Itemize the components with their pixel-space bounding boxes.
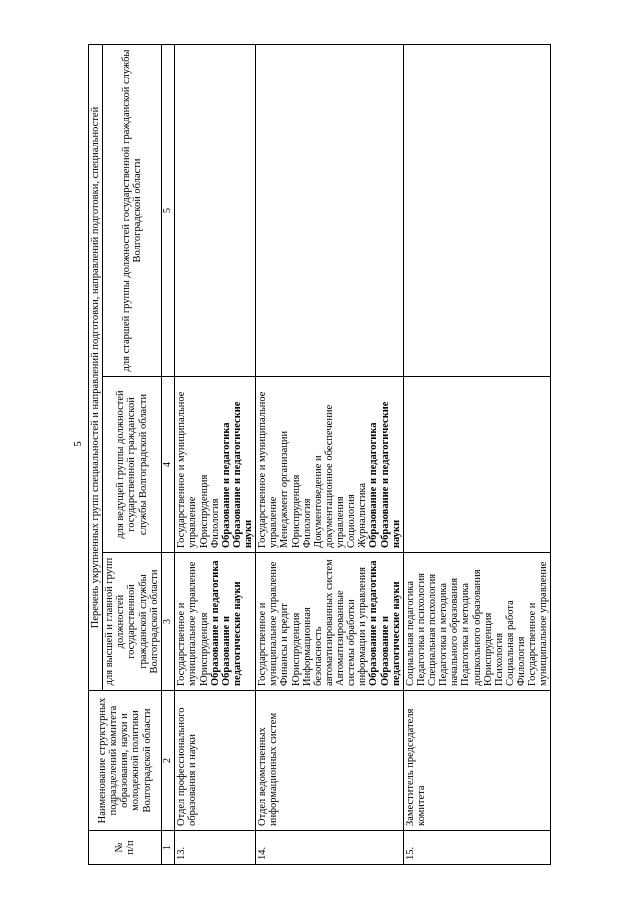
column-index: 2 [161,691,175,831]
specialty-item: Социальная педагогика [404,581,416,686]
page-number: 5 [72,441,84,447]
specialties-senior [403,44,551,376]
specialty-item: Государственное и муниципальное управление [176,391,199,548]
specialty-item: Документоведение и документационное обеспечение управления [312,404,347,548]
table-row [256,44,404,864]
specialty-item: Юриспруденция [198,474,210,548]
column-index: 4 [161,377,175,553]
specialty-item: Педагогика и психология [415,573,427,686]
specialty-item: Социология [346,494,358,548]
column-index: 3 [161,553,175,691]
header-specialties: Перечень укрупненных групп специальностей и направлений подготовки, направлений подготовки, специальностей [89,44,103,690]
specialty-item: Государственное и муниципальное управление [257,391,280,548]
specialty-item: Юриспруденция [198,612,210,686]
specialties-leading [403,377,551,553]
specialties-leading [175,377,256,553]
specialty-item: Менеджмент организации [279,430,291,548]
specialties-higher-main [256,553,404,691]
row-number: 15. [403,831,551,865]
specialty-item: Образование и педагогика [220,422,232,548]
specialty-item: Журналистика [357,482,369,548]
specialty-item: Финансы и кредит [279,603,291,686]
specialty-item: Образование и педагогика [368,560,380,686]
specialty-item: Юриспруденция [290,612,302,686]
row-number: 14. [256,831,404,865]
specialty-item: Государственное и муниципальное управление [176,561,199,686]
specialty-item: Образование и педагогические науки [231,401,255,548]
specialty-item: Образование и педагогические науки [379,401,402,548]
specialties-higher-main [403,553,551,691]
header-num: № п/п [89,831,162,865]
specialties-senior [256,44,404,376]
specialty-item: Юриспруденция [290,474,302,548]
specialties-higher-main [175,553,256,691]
rotated-table-container [88,45,608,865]
specialty-item: Юриспруденция [482,612,494,686]
table-body [175,44,551,864]
specialties-senior [175,44,256,376]
specialty-item: Филология [301,498,313,548]
table-row [403,44,551,864]
qualification-table [88,44,551,865]
header-higher-main-group: для высшей и главной групп должностей государственной гражданской службы Волгоградской области [103,553,162,691]
header-leading-group: для ведущей группы должностей государственной гражданской службы Волгоградской области [103,377,162,553]
specialty-item: Социальная работа [504,600,516,686]
column-index: 5 [161,44,175,376]
specialty-item: Государственное и муниципальное управление [527,561,550,686]
table-row [175,44,256,864]
header-senior-group: для старшей группы должностей государственной гражданской службы Волгоградской области [103,44,162,376]
unit-name: Заместитель председателя комитета [403,691,551,831]
header-unit-name: Наименование структурных подразделений комитета образования, науки и молодежной политики Волгоградской области [89,691,162,831]
column-index: 1 [161,831,175,865]
specialty-item: Образование и педагогика [209,560,221,686]
specialty-item: Образование и педагогические науки [220,581,243,686]
specialty-item: Государственное и муниципальное управление [257,561,280,686]
specialty-item: Автоматизированные системы обработки информации и управления [335,567,369,686]
unit-name: Отдел ведомственных информационных систем [256,691,404,831]
unit-name: Отдел профессионального образования и науки [175,691,256,831]
specialty-item: Информационная безопасность автоматизированных систем [301,559,335,686]
specialty-item: Специальная психология [427,573,439,686]
specialty-item: Образование и педагогические науки [379,581,402,686]
specialty-item: Филология [209,498,221,548]
specialty-item: Образование и педагогика [368,422,380,548]
row-number: 13. [175,831,256,865]
specialty-item: Психология [493,632,505,686]
specialty-item: Педагогика и методика начального образования [438,577,461,686]
specialties-leading [256,377,404,553]
specialty-item: Филология [516,636,528,686]
specialty-item: Педагогика и методика дошкольного образования [460,569,483,686]
